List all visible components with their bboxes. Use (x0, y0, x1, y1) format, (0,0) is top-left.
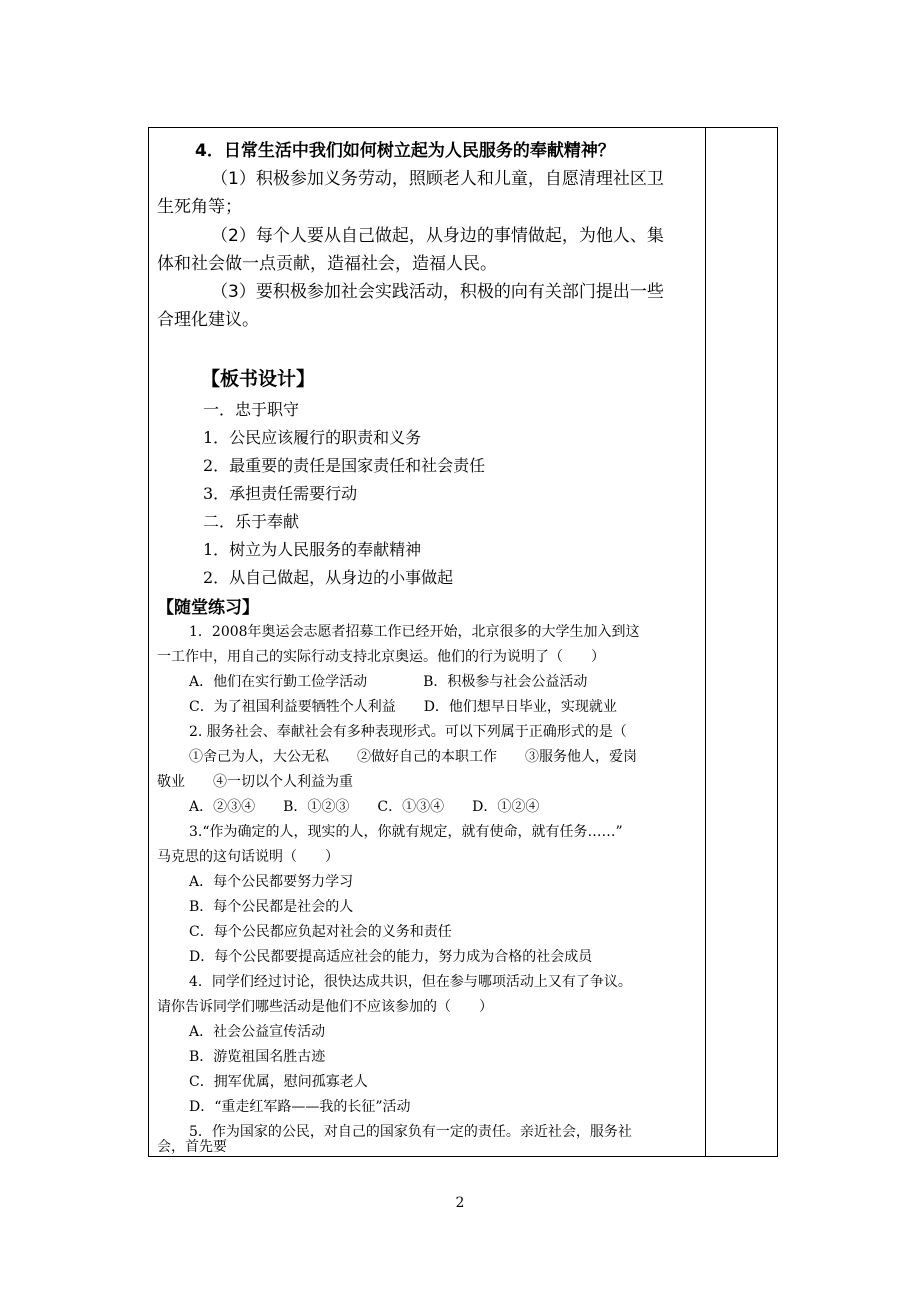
practice-line: B．每个公民都是社会的人 (189, 899, 354, 915)
practice-line: C．拥军优属，慰问孤寡老人 (189, 1074, 368, 1090)
practice-line: A．他们在实行勤工俭学活动 B．积极参与社会公益活动 (189, 674, 588, 690)
section-4-line: 合理化建议。 (157, 310, 259, 330)
board-item: 2．最重要的责任是国家责任和社会责任 (203, 456, 486, 475)
board-item: 2．从自己做起，从身边的小事做起 (203, 568, 454, 587)
practice-line: 4．同学们经过讨论，很快达成共识，但在参与哪项活动上又有了争议。 (189, 974, 632, 990)
practice-line: C．每个公民都应负起对社会的义务和责任 (189, 924, 452, 940)
section-4-line: （1）积极参加义务劳动，照顾老人和儿童，自愿清理社区卫 (211, 169, 664, 189)
section-4-line: 体和社会做一点贡献，造福社会，造福人民。 (157, 254, 497, 274)
board-item: 一．忠于职守 (203, 400, 300, 419)
board-item: 1．树立为人民服务的奉献精神 (203, 540, 422, 559)
practice-line: D．每个公民都要提高适应社会的能力，努力成为合格的社会成员 (189, 949, 593, 965)
section-4-line: （2）每个人要从自己做起，从身边的事情做起，为他人、集 (211, 226, 664, 246)
practice-line: C．为了祖国利益要牺牲个人利益 D．他们想早日毕业，实现就业 (189, 699, 617, 715)
practice-line: 一工作中，用自己的实际行动支持北京奥运。他们的行为说明了（ ） (157, 649, 605, 665)
practice-line: 3.“作为确定的人，现实的人，你就有规定，就有使命，就有任务……” (189, 824, 623, 840)
practice-heading: 【随堂练习】 (157, 598, 259, 618)
practice-line: 会，首先要 (157, 1139, 227, 1155)
practice-line: B．游览祖国名胜古迹 (189, 1049, 326, 1065)
section-4-line: （3）要积极参加社会实践活动，积极的向有关部门提出一些 (211, 282, 664, 302)
practice-line: ①舍己为人，大公无私 ②做好自己的本职工作 ③服务他人，爱岗 (189, 749, 637, 765)
practice-line: A．每个公民都要努力学习 (189, 874, 354, 890)
board-design-heading: 【板书设计】 (201, 368, 316, 390)
practice-line: 马克思的这句话说明（ ） (157, 849, 339, 865)
column-divider (705, 128, 706, 1156)
practice-line: 请你告诉同学们哪些活动是他们不应该参加的（ ） (157, 999, 493, 1015)
page-number: 2 (455, 1195, 465, 1211)
board-item: 二．乐于奉献 (203, 512, 300, 531)
section-4-line: 生死角等； (157, 197, 242, 217)
practice-line: D．“重走红军路——我的长征”活动 (189, 1099, 411, 1115)
practice-line: A．②③④ B．①②③ C．①③④ D．①②④ (189, 799, 540, 815)
section-4-title: 4．日常生活中我们如何树立起为人民服务的奉献精神？ (195, 141, 615, 161)
practice-line: 敬业 ④一切以个人利益为重 (157, 774, 353, 790)
content-table (148, 127, 778, 1157)
practice-line: 5．作为国家的公民，对自己的国家负有一定的责任。亲近社会，服务社 (189, 1124, 632, 1140)
board-item: 1．公民应该履行的职责和义务 (203, 428, 422, 447)
practice-line: 2. 服务社会、奉献社会有多种表现形式。可以下列属于正确形式的是（ (189, 724, 627, 740)
practice-line: 1．2008年奥运会志愿者招募工作已经开始，北京很多的大学生加入到这 (189, 624, 640, 640)
practice-line: A．社会公益宣传活动 (189, 1024, 326, 1040)
board-item: 3．承担责任需要行动 (203, 484, 358, 503)
